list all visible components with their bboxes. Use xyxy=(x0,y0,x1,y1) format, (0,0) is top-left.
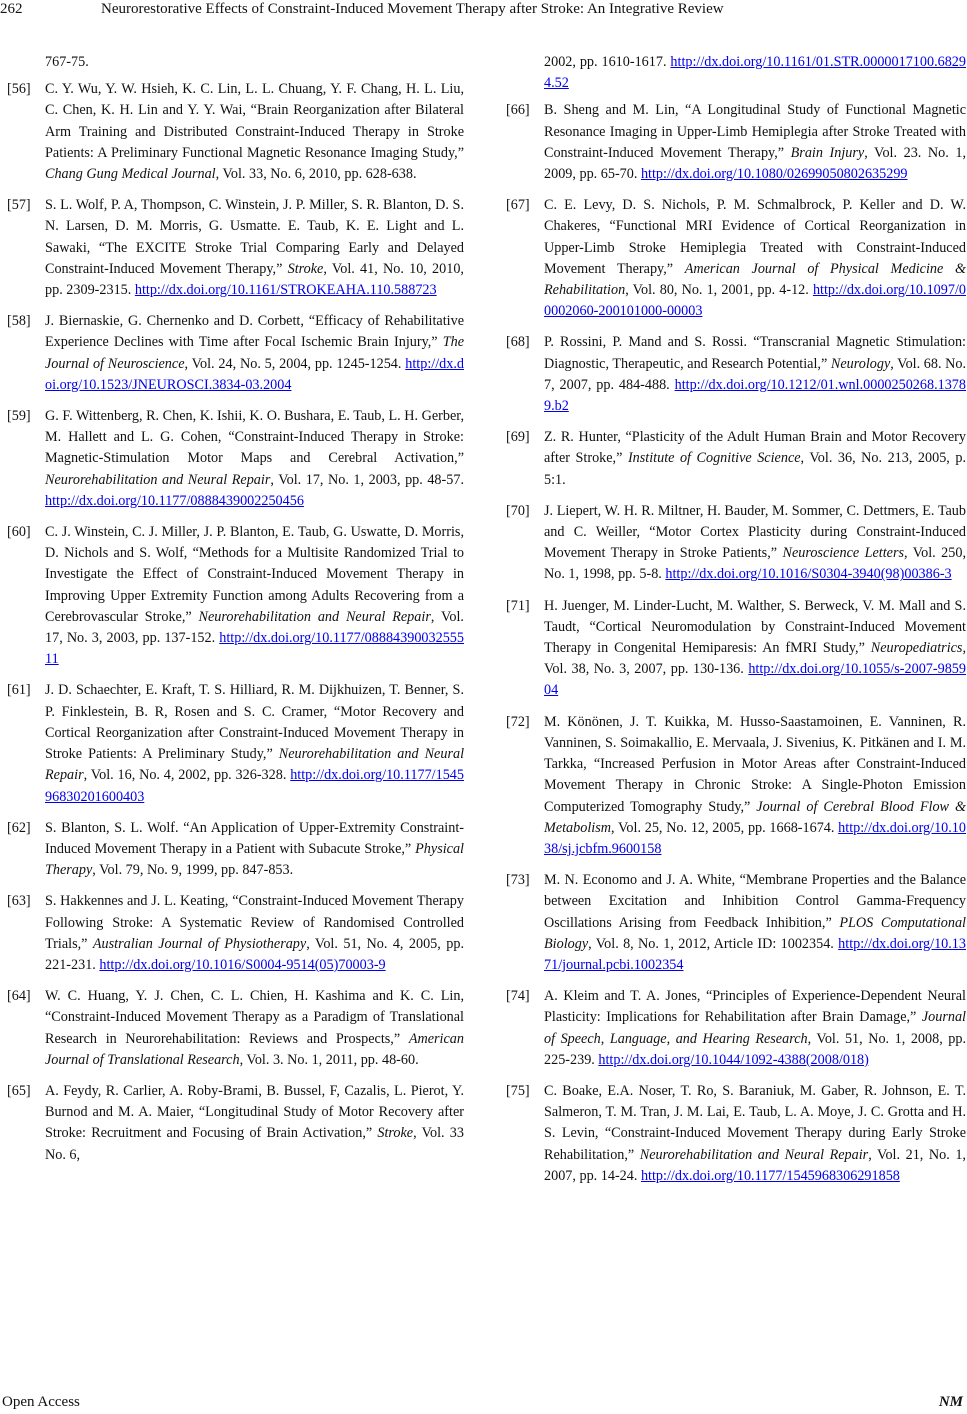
page-number: 262 xyxy=(0,1,23,17)
reference-number: [56] xyxy=(7,81,31,98)
citation-text: C. Boake, E.A. Noser, T. Ro, S. Baraniuk, M. Gaber, R. Johnson, E. T. Salmeron, T. M. Tran, J. M. Lai, E. Taub, L. A. Moye, J. C. Grotta and H. S. Levin, “Constraint-Induced Movement Therapy during Early Stroke Rehabilitation,” xyxy=(544,1082,966,1163)
doi-link[interactable]: http://dx.doi.org/10.1097/00002060-200101000-00003 xyxy=(544,282,966,320)
citation-text: , Vol. 21, No. 1, 2007, pp. 14-24. xyxy=(544,1146,966,1184)
journal-title: Neurorehabilitation and Neural Repair xyxy=(198,608,431,625)
reference-text xyxy=(544,332,966,417)
journal-title: Chang Gung Medical Journal xyxy=(45,166,216,183)
reference-entry xyxy=(7,680,464,807)
journal-title: Neurorehabilitation and Neural Repair xyxy=(45,746,465,784)
citation-text: , Vol. 36, No. 213, 2005, p. 5:1. xyxy=(544,450,967,488)
reference-text xyxy=(544,596,966,702)
citation-text: 2002, pp. 1610-1617. xyxy=(544,54,671,70)
reference-text xyxy=(45,406,464,512)
citation-text: J. Biernaskie, G. Chernenko and D. Corbett, “Efficacy of Rehabilitative Experience Declines with Time after Focal Ischemic Brain Injury,” xyxy=(45,313,464,351)
citation-text: , xyxy=(600,1030,610,1047)
reference-text xyxy=(544,100,966,185)
citation-text: , Vol. 33 No. 6, xyxy=(45,1125,464,1163)
reference-text xyxy=(45,79,464,185)
reference-entry xyxy=(506,501,966,586)
citation-text: , Vol. 68. No. 7, 2007, pp. 484-488. xyxy=(544,355,966,393)
reference-text xyxy=(45,891,464,976)
reference-number: [57] xyxy=(7,197,31,214)
journal-title: Neurology xyxy=(830,355,891,372)
reference-text xyxy=(45,195,464,301)
citation-text: , Vol. 51, No. 4, 2005, pp. 221-231. xyxy=(45,935,464,973)
journal-title: Brain Injury xyxy=(790,144,865,161)
citation-text: C. E. Levy, D. S. Nichols, P. M. Schmalbrock, P. Keller and D. W. Chakeres, “Functional MRI Evidence of Cortical Reorganization in Upper-Limb Stroke Hemiplegia Treated with Constraint-Induced Movement Therapy,” xyxy=(544,197,966,277)
journal-title: PLOS Computational Biology xyxy=(544,914,966,952)
citation-text: M. N. Economo and J. A. White, “Membrane Properties and the Balance between Excitation and Inhibition Control Gamma-Frequency Oscillations Arising from Feedback Inhibition,” xyxy=(544,872,966,931)
reference-number: [59] xyxy=(7,408,31,425)
doi-link[interactable]: http://dx.doi.org/10.1523/JNEUROSCI.3834-03.2004 xyxy=(45,355,464,393)
citation-text: , Vol. 38, No. 3, 2007, pp. 130-136. xyxy=(544,640,966,678)
doi-link[interactable]: http://dx.doi.org/10.1371/journal.pcbi.1002354 xyxy=(544,935,966,973)
doi-link[interactable]: http://dx.doi.org/10.1177/154596830201600403 xyxy=(45,767,464,805)
doi-link[interactable]: http://dx.doi.org/10.1161/01.STR.0000017100.68294.52 xyxy=(544,54,966,92)
citation-text: , Vol. 51, No. 1, 2008, pp. 225-239. xyxy=(544,1030,967,1068)
reference-number: [66] xyxy=(506,102,530,119)
citation-text: C. Y. Wu, Y. W. Hsieh, K. C. Lin, L. L. Chuang, Y. F. Chang, H. L. Liu, C. Chen, K. H. Lin and Y. Y. Wai, “Brain Reorganization after Bilateral Arm Training and Distributed Constraint-Induced Therapy in Stroke Patients: A Preliminary Functional Magnetic Resonance Imaging Study,” xyxy=(45,81,464,161)
reference-text xyxy=(544,1081,966,1187)
journal-title: Language xyxy=(609,1030,667,1047)
reference-text xyxy=(544,427,966,491)
journal-title: Institute of Cognitive Science xyxy=(627,450,801,467)
doi-link[interactable]: http://dx.doi.org/10.1177/0888439003255511 xyxy=(45,630,464,668)
journal-abbreviation: NM xyxy=(938,1394,963,1410)
reference-number: [67] xyxy=(506,197,530,214)
doi-link[interactable]: http://dx.doi.org/10.1177/1545968306291858 xyxy=(640,1167,900,1184)
journal-title: Neuroscience Letters xyxy=(782,545,905,562)
citation-text: , Vol. 23. No. 1, 2009, pp. 65-70. xyxy=(544,144,966,183)
reference-number: [70] xyxy=(506,502,530,519)
citation-text: , Vol. 8, No. 1, 2012, Article ID: 1002354. xyxy=(588,935,839,952)
citation-text: G. F. Wittenberg, R. Chen, K. Ishii, K. O. Bushara, E. Taub, L. H. Gerber, M. Hallett and L. G. Cohen, “Constraint-Induced Therapy in Stroke: Magnetic-Stimulation Motor Maps and Cerebral Activation,” xyxy=(45,408,464,467)
reference-entry xyxy=(7,1081,464,1166)
reference-number: [71] xyxy=(506,597,530,614)
reference-entry xyxy=(506,986,966,1071)
reference-number: [74] xyxy=(506,988,530,1005)
doi-link[interactable]: http://dx.doi.org/10.1044/1092-4388(2008/018) xyxy=(598,1051,869,1068)
reference-number: [65] xyxy=(7,1082,31,1099)
reference-number: [60] xyxy=(7,524,31,541)
reference-text xyxy=(45,680,464,807)
reference-entry xyxy=(506,195,966,322)
journal-title: Journal of Cerebral Blood Flow & Metabolism xyxy=(544,798,966,836)
page-footer xyxy=(0,1392,967,1414)
doi-link[interactable]: http://dx.doi.org/10.1080/02699050802635299 xyxy=(640,166,908,183)
citation-text: W. C. Huang, Y. J. Chen, C. L. Chien, H. Kashima and K. C. Lin, “Constraint-Induced Movement Therapy as a Paradigm of Translational Research in Neurorehabilitation: Reviews and Prospects,” xyxy=(45,988,464,1047)
citation-text: J. Liepert, W. H. R. Miltner, H. Bauder, M. Sommer, C. Dettmers, E. Taub and C. Weiller, “Motor Cortex Plasticity during Constraint-Induced Movement Therapy in Stroke Patients,” xyxy=(544,502,966,562)
reference-text xyxy=(45,986,464,1071)
doi-link[interactable]: http://dx.doi.org/10.1177/0888439002250456 xyxy=(45,492,304,509)
reference-number: [61] xyxy=(7,682,31,699)
journal-title: Neurorehabilitation and Neural Repair xyxy=(639,1146,869,1163)
open-access-label: Open Access xyxy=(2,1394,80,1410)
reference-text xyxy=(544,870,966,976)
citation-text: , Vol. 3. No. 1, 2011, pp. 48-60. xyxy=(239,1051,419,1068)
reference-number: [68] xyxy=(506,334,530,351)
reference-text xyxy=(544,712,966,860)
reference-entry xyxy=(506,712,966,860)
reference-entry xyxy=(506,1081,966,1187)
citation-text: C. J. Winstein, C. J. Miller, J. P. Blanton, E. Taub, G. Uswatte, D. Morris, D. Nichols and S. Wolf, “Methods for a Multisite Randomized Trial to Investigate the Effect of Constraint-Induced Movement Therapy in Improving Upper Extremity Function among Adults Recovering from a Cerebrovascular Stroke,” xyxy=(45,524,464,625)
citation-text: 767-75. xyxy=(45,54,89,70)
journal-title: Neurorehabilitation and Neural Repair xyxy=(45,471,271,488)
reference-continuation xyxy=(506,52,966,94)
journal-title: American Journal of Translational Research xyxy=(45,1030,464,1068)
doi-link[interactable]: http://dx.doi.org/10.1212/01.wnl.0000250268.13789.b2 xyxy=(544,376,966,415)
reference-number: [73] xyxy=(506,872,530,889)
citation-text: , Vol. 16, No. 4, 2002, pp. 326-328. xyxy=(83,767,291,784)
citation-text: , Vol. 41, No. 10, 2010, pp. 2309-2315. xyxy=(45,260,464,299)
journal-title: and Hearing Research xyxy=(675,1030,808,1047)
citation-text: S. L. Wolf, P. A, Thompson, C. Winstein, J. P. Miller, S. R. Blanton, D. S. N. Larsen, D. M. Morris, G. Usmatte. E. Taub, K. E. Light and L. Sawaki, “The EXCITE Stroke Trial Comparing Early and Delayed Constraint-Induced Movement Therapy,” xyxy=(45,197,464,277)
reference-number: [69] xyxy=(506,429,530,446)
doi-link[interactable]: http://dx.doi.org/10.1016/S0304-3940(98)00386-3 xyxy=(665,566,952,583)
journal-title: Stroke xyxy=(287,260,324,277)
citation-text: , Vol. 17, No. 1, 2003, pp. 48-57. xyxy=(270,471,464,488)
reference-entry xyxy=(7,891,464,976)
reference-entry xyxy=(7,522,464,670)
citation-text: S. Blanton, S. L. Wolf. “An Application of Upper-Extremity Constraint-Induced Movement Therapy in a Patient with Subacute Stroke,” xyxy=(45,819,464,857)
citation-text: , Vol. 33, No. 6, 2010, pp. 628-638. xyxy=(215,166,417,183)
reference-text xyxy=(544,195,966,322)
citation-text: H. Juenger, M. Linder-Lucht, M. Walther, S. Berweck, V. M. Mall and S. Taudt, “Cortical Neuromodulation by Constraint-Induced Movement Therapy in Congenital Hemiparesis: An fMRI Study,” xyxy=(544,597,966,657)
journal-title: The Journal of Neuroscience xyxy=(45,334,464,372)
reference-number: [63] xyxy=(7,893,31,910)
citation-text: , xyxy=(666,1030,676,1047)
citation-text: , Vol. 25, No. 12, 2005, pp. 1668-1674. xyxy=(611,819,839,836)
running-header xyxy=(0,0,967,24)
reference-text xyxy=(45,52,464,73)
reference-entry xyxy=(7,79,464,185)
citation-text: S. Hakkennes and J. L. Keating, “Constraint-Induced Movement Therapy Following Stroke: A Systematic Review of Randomised Controlled Trials,” xyxy=(45,893,464,952)
reference-text xyxy=(45,522,464,670)
reference-number: [58] xyxy=(7,313,31,330)
running-title: Neurorestorative Effects of Constraint-Induced Movement Therapy after Stroke: An Integrative Review xyxy=(101,1,724,17)
citation-text: , Vol. 79, No. 9, 1999, pp. 847-853. xyxy=(92,862,294,879)
reference-entry xyxy=(506,100,966,185)
citation-text: B. Sheng and M. Lin, “A Longitudinal Study of Functional Magnetic Resonance Imaging in Upper-Limb Hemiplegia after Stroke Treated with Constraint-Induced Movement Therapy,” xyxy=(544,102,966,161)
citation-text: M. Könönen, J. T. Kuikka, M. Husso-Saastamoinen, E. Vanninen, R. Vanninen, S. Soimakallio, E. Mervaala, J. Sivenius, K. Pitkänen and I. M. Tarkka, “Increased Perfusion in Motor Areas after Constraint-Induced Movement Therapy in Chronic Stroke: A Single-Photon Emission Computerized Tomography Study,” xyxy=(544,713,966,815)
doi-link[interactable]: http://dx.doi.org/10.1038/sj.jcbfm.9600158 xyxy=(544,819,966,857)
reference-number: [64] xyxy=(7,988,31,1005)
reference-text xyxy=(45,818,464,882)
reference-text xyxy=(544,52,966,94)
reference-text xyxy=(45,1081,464,1166)
citation-text: J. D. Schaechter, E. Kraft, T. S. Hilliard, R. M. Dijkhuizen, T. Benner, S. P. Finklestein, B. R, Rosen and S. C. Cramer, “Motor Recovery and Cortical Reorganization after Constraint-Induced Movement Therapy in Stroke Patients: A Preliminary Study,” xyxy=(45,682,464,763)
citation-text: Z. R. Hunter, “Plasticity of the Adult Human Brain and Motor Recovery after Stroke,” xyxy=(544,429,966,467)
references-right-column xyxy=(506,52,966,1197)
journal-title: Australian Journal of Physiotherapy xyxy=(92,935,307,952)
journal-title: Journal of Speech xyxy=(544,1009,966,1047)
citation-text: , Vol. 24, No. 5, 2004, pp. 1245-1254. xyxy=(184,355,406,372)
doi-link[interactable]: http://dx.doi.org/10.1055/s-2007-985904 xyxy=(544,661,966,699)
reference-entry xyxy=(506,870,966,976)
citation-text: , Vol. 80, No. 1, 2001, pp. 4-12. xyxy=(625,282,813,299)
journal-title: Stroke xyxy=(377,1125,414,1142)
reference-number: [62] xyxy=(7,819,31,836)
references-left-column xyxy=(7,52,464,1176)
journal-title: Physical Therapy xyxy=(45,840,464,879)
reference-number: [75] xyxy=(506,1082,530,1099)
reference-entry xyxy=(7,195,464,301)
citation-text: , Vol. 250, No. 1, 1998, pp. 5-8. xyxy=(544,545,966,583)
reference-entry xyxy=(506,596,966,702)
reference-continuation xyxy=(7,52,464,73)
doi-link[interactable]: http://dx.doi.org/10.1016/S0004-9514(05)70003-9 xyxy=(99,956,386,973)
reference-entry xyxy=(7,818,464,882)
citation-text: P. Rossini, P. Mand and S. Rossi. “Transcranial Magnetic Stimulation: Diagnostic, Therapeutic, and Research Potential,” xyxy=(544,334,966,372)
reference-entry xyxy=(7,311,464,396)
doi-link[interactable]: http://dx.doi.org/10.1161/STROKEAHA.110.588723 xyxy=(134,282,437,299)
citation-text: A. Kleim and T. A. Jones, “Principles of Experience-Dependent Neural Plasticity: Implications for Rehabilitation after Brain Damage,” xyxy=(544,988,966,1026)
reference-number: [72] xyxy=(506,713,530,730)
citation-text: A. Feydy, R. Carlier, A. Roby-Brami, B. Bussel, F, Cazalis, L. Pierot, Y. Burnod and M. A. Maier, “Longitudinal Study of Motor Recovery after Stroke: Recruitment and Focusing of Brain Activation,” xyxy=(45,1082,464,1142)
citation-text: , Vol. 17, No. 3, 2003, pp. 137-152. xyxy=(45,608,464,647)
reference-text xyxy=(544,986,966,1071)
reference-entry xyxy=(506,332,966,417)
reference-text xyxy=(45,311,464,396)
journal-title: American Journal of Physical Medicine & Rehabilitation xyxy=(544,260,966,299)
reference-text xyxy=(544,501,966,586)
reference-entry xyxy=(7,986,464,1071)
reference-entry xyxy=(506,427,966,491)
reference-entry xyxy=(7,406,464,512)
journal-title: Neuropediatrics xyxy=(870,640,963,657)
